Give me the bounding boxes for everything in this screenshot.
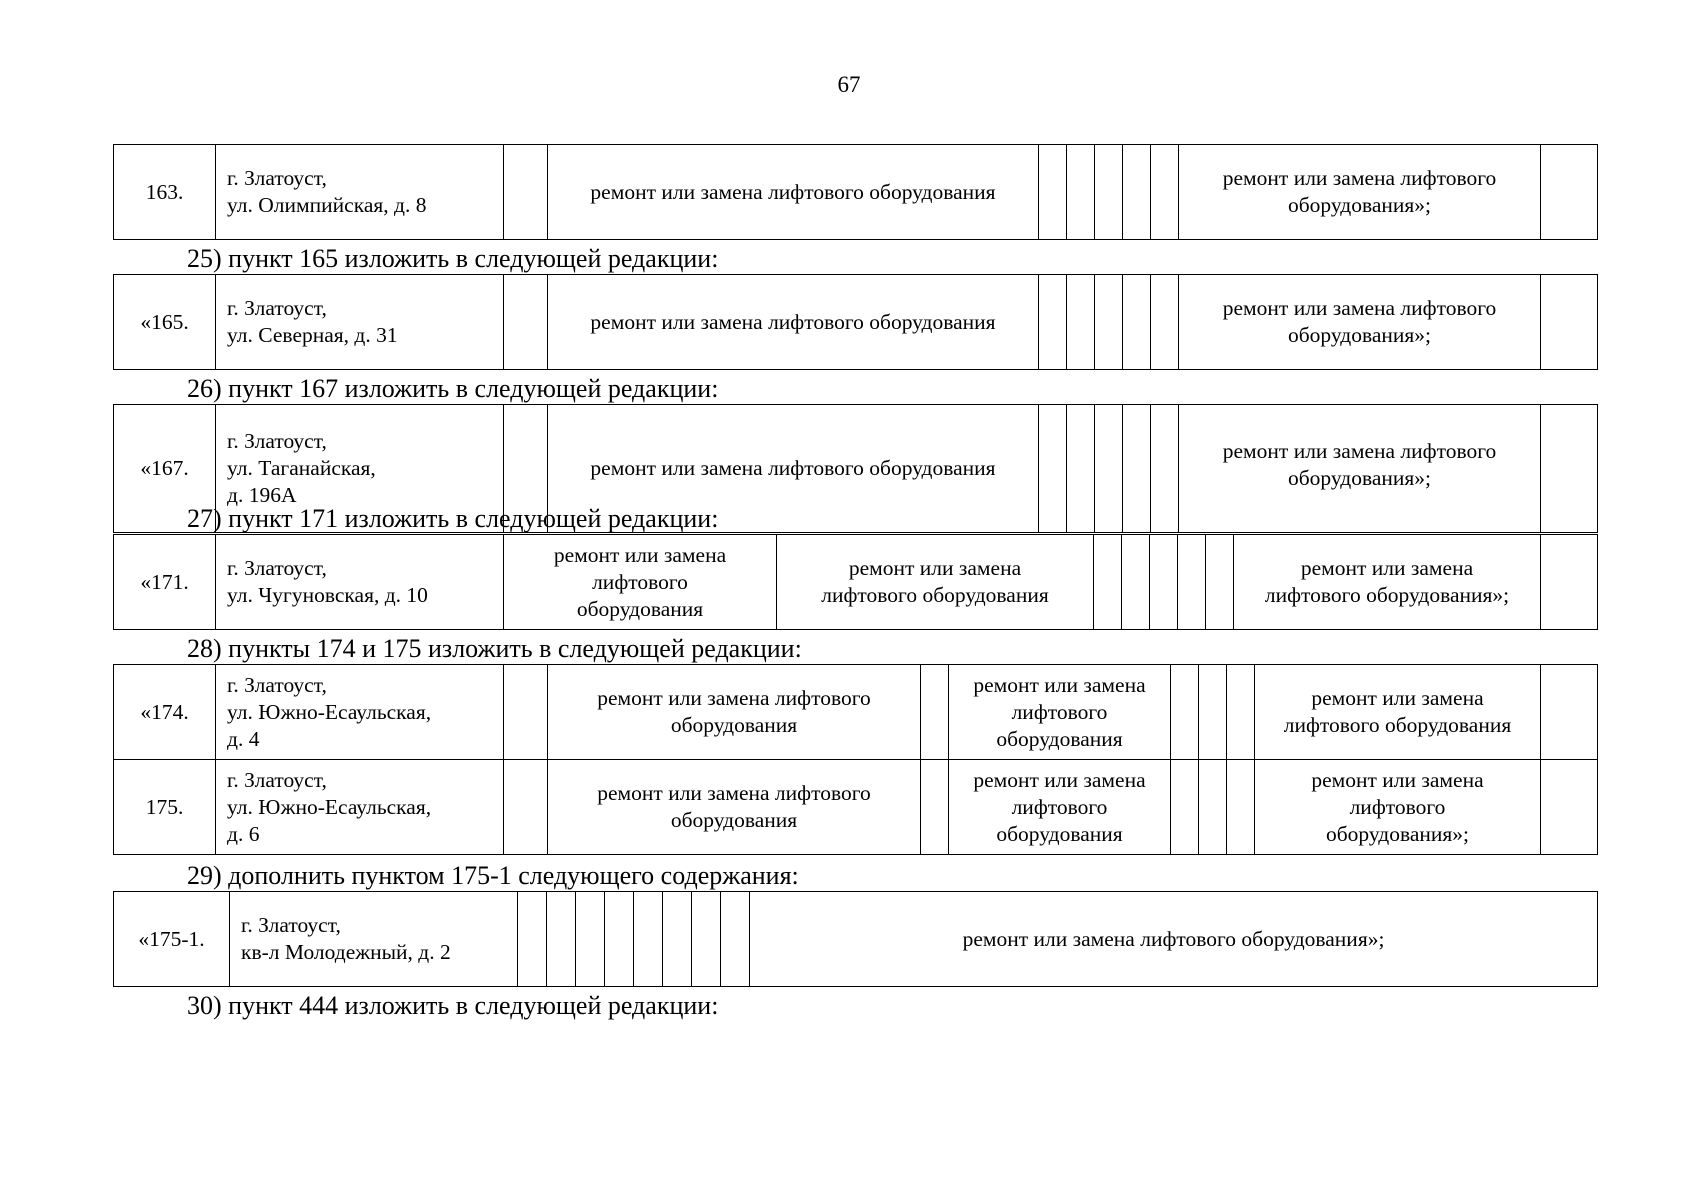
item-number: «174. [114,665,216,760]
work-cell-final [1179,275,1541,370]
table-row [114,892,1598,987]
address-line: г. Златоуст, [227,767,327,792]
work-line: ремонт или замена [973,672,1146,697]
address-cell [216,760,504,855]
empty-cell [1171,760,1199,855]
empty-cell [1541,145,1598,240]
empty-cell [576,892,605,987]
empty-cell [1123,145,1151,240]
work-cell [949,760,1171,855]
empty-cell [504,275,548,370]
item-number: «171. [114,535,216,630]
work-line: ремонт или замена [1300,556,1474,580]
work-cell-final [1179,145,1541,240]
work-cell-final [1255,760,1541,855]
empty-cell [1067,145,1095,240]
address-cell [216,145,504,240]
empty-cell [1541,665,1598,760]
work-line: лифтового оборудования»; [1264,583,1510,607]
empty-cell [518,892,547,987]
empty-cell [1227,665,1255,760]
work-line: ремонт или замена лифтового [1222,166,1497,190]
empty-cell [1039,145,1067,240]
empty-cell [634,892,663,987]
work-line: оборудования»; [1325,821,1470,846]
empty-cell [605,892,634,987]
empty-cell [1123,275,1151,370]
empty-cell [663,892,692,987]
amendment-25: 25) пункт 165 изложить в следующей редакции: [187,244,719,273]
address-line: ул. Южно-Есаульская, [227,699,432,724]
empty-cell [547,892,576,987]
work-line: ремонт или замена лифтового [597,686,871,710]
work-cell-final [1255,665,1541,760]
empty-cell [721,892,750,987]
work-cell: ремонт или замена лифтового оборудования [548,275,1039,370]
address-line: г. Златоуст, [227,556,327,580]
work-line: оборудования [670,808,798,832]
address-line: д. 196А [227,483,297,507]
work-line: лифтового [1011,794,1108,819]
work-cell-final [1179,405,1541,533]
address-line: г. Златоуст, [227,166,327,190]
empty-cell [1150,535,1178,630]
work-cell [548,665,921,760]
empty-cell [1095,145,1123,240]
empty-cell [1151,405,1179,533]
empty-cell [1541,760,1598,855]
item-number: 163. [114,145,216,240]
address-line: ул. Чугуновская, д. 10 [227,583,428,607]
work-line: лифтового оборудования [1283,713,1512,737]
empty-cell [1171,665,1199,760]
empty-cell [1199,760,1227,855]
address-line: д. 4 [227,726,260,751]
empty-cell [1123,405,1151,533]
work-line: оборудования»; [1287,323,1432,347]
amendment-27: 27) пункт 171 изложить в следующей редакции: [187,504,719,533]
work-line: оборудования [996,821,1123,846]
work-line: ремонт или замена лифтового [597,781,871,805]
work-line: ремонт или замена [553,542,727,567]
empty-cell [1541,405,1598,533]
work-line: ремонт или замена лифтового [1222,296,1497,320]
empty-cell [504,665,548,760]
table-row [114,760,1598,855]
table-row [114,275,1598,370]
address-cell [216,665,504,760]
address-cell [230,892,518,987]
table-item-165 [113,274,1598,370]
work-line: лифтового [1349,794,1446,819]
empty-cell [1094,535,1122,630]
empty-cell [1067,405,1095,533]
work-line: лифтового оборудования [821,583,1049,607]
work-cell [777,535,1094,630]
work-cell-final: ремонт или замена лифтового оборудования»; [750,892,1598,987]
empty-cell [1151,145,1179,240]
address-line: ул. Северная, д. 31 [227,323,398,347]
empty-cell [692,892,721,987]
work-line: ремонт или замена лифтового [1222,439,1497,463]
work-line: ремонт или замена [848,556,1022,580]
empty-cell [1151,275,1179,370]
page-number: 67 [837,72,861,97]
work-line: ремонт или замена [1311,767,1484,792]
work-line: оборудования»; [1287,466,1432,490]
address-line: ул. Таганайская, [227,456,376,480]
empty-cell [1206,535,1234,630]
amendment-28: 28) пункты 174 и 175 изложить в следующей редакции: [187,634,802,663]
address-cell [216,275,504,370]
work-line: оборудования»; [1287,193,1432,217]
address-line: кв-л Молодежный, д. 2 [241,940,451,964]
empty-cell [1122,535,1150,630]
item-number: «167. [114,405,216,533]
address-line: д. 6 [227,821,260,846]
work-line: оборудования [576,596,704,621]
empty-cell [504,145,548,240]
empty-cell [1541,535,1598,630]
table-items-174-175 [113,664,1598,855]
address-line: ул. Олимпийская, д. 8 [227,193,427,217]
amendment-26: 26) пункт 167 изложить в следующей редакции: [187,374,719,403]
empty-cell [1067,275,1095,370]
empty-cell [1095,275,1123,370]
empty-cell [1178,535,1206,630]
work-line: лифтового [592,569,688,594]
empty-cell [504,760,548,855]
work-line: лифтового [1011,699,1108,724]
address-line: ул. Южно-Есаульская, [227,794,432,819]
empty-cell [1227,760,1255,855]
work-cell-final [1234,535,1541,630]
empty-cell [1039,405,1067,533]
empty-cell [921,665,949,760]
work-cell [548,760,921,855]
table-item-163 [113,144,1598,240]
empty-cell [1039,275,1067,370]
work-cell: ремонт или замена лифтового оборудования [548,145,1039,240]
table-row [114,535,1598,630]
table-item-171 [113,534,1598,630]
empty-cell [1541,275,1598,370]
item-number: 175. [114,760,216,855]
empty-cell [921,760,949,855]
amendment-30: 30) пункт 444 изложить в следующей редакции: [187,991,719,1020]
address-line: г. Златоуст, [227,672,327,697]
table-row [114,665,1598,760]
work-cell [504,535,777,630]
empty-cell [1095,405,1123,533]
work-line: оборудования [670,713,798,737]
work-line: ремонт или замена [1311,686,1484,710]
empty-cell [1199,665,1227,760]
address-line: г. Златоуст, [227,429,327,453]
address-line: г. Златоуст, [241,913,341,937]
item-number: «175-1. [114,892,230,987]
work-cell [949,665,1171,760]
amendment-29: 29) дополнить пунктом 175-1 следующего содержания: [187,861,799,890]
address-line: г. Златоуст, [227,296,327,320]
work-line: ремонт или замена [973,767,1146,792]
work-cell: ремонт или замена лифтового оборудования [548,405,1039,533]
work-line: оборудования [996,726,1123,751]
item-number: «165. [114,275,216,370]
table-row [114,145,1598,240]
address-cell [216,535,504,630]
table-item-175-1 [113,891,1598,987]
